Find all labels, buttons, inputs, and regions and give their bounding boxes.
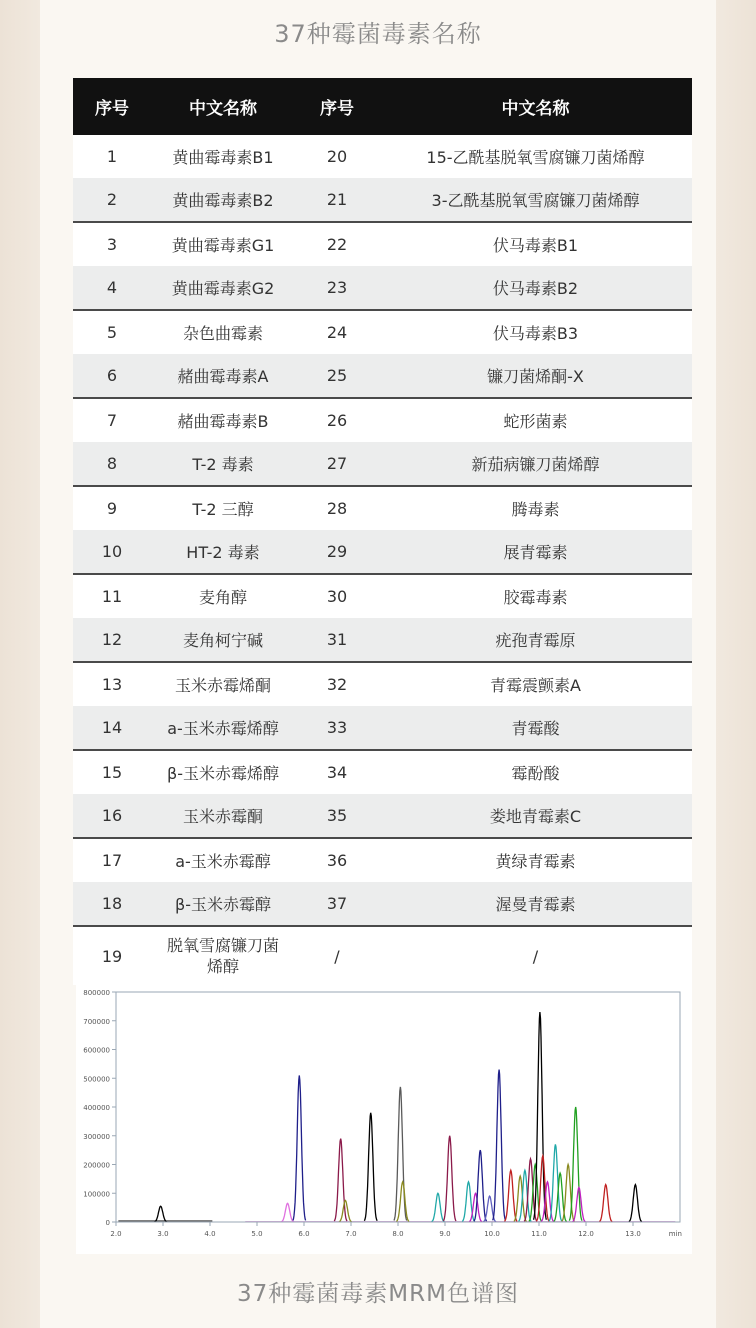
cell-name-2: 伏马毒素B2 — [379, 266, 692, 310]
table-row — [73, 838, 692, 882]
cell-index-2: / — [295, 926, 379, 985]
cell-index-1: 14 — [73, 706, 151, 750]
cell-index-1: 8 — [73, 442, 151, 486]
chromatogram-peak — [334, 1139, 347, 1222]
x-tick-label: 5.0 — [251, 1230, 263, 1238]
cell-index-1: 10 — [73, 530, 151, 574]
table-row — [73, 222, 692, 266]
chromatogram-peak — [443, 1136, 456, 1221]
cell-index-2: 30 — [295, 574, 379, 618]
header-index-2: 序号 — [295, 78, 379, 135]
cell-index-1: 6 — [73, 354, 151, 398]
table-row — [73, 135, 692, 178]
cell-index-1: 17 — [73, 838, 151, 882]
cell-index-1: 11 — [73, 574, 151, 618]
cell-name-2: 霉酚酸 — [379, 750, 692, 794]
table-row — [73, 530, 692, 574]
chromatogram-peak — [364, 1113, 377, 1221]
y-tick-label: 800000 — [83, 989, 110, 997]
cell-name-1: 麦角柯宁碱 — [151, 618, 295, 662]
cell-index-1: 19 — [73, 926, 151, 985]
chromatogram-peak — [493, 1070, 506, 1221]
cell-index-2: 24 — [295, 310, 379, 354]
table-row — [73, 178, 692, 222]
chromatogram-peak — [474, 1150, 487, 1221]
cell-index-2: 28 — [295, 486, 379, 530]
x-tick-label: 6.0 — [298, 1230, 310, 1238]
x-tick-label: 10.0 — [484, 1230, 500, 1238]
y-tick-label: 500000 — [83, 1075, 110, 1084]
cell-name-1: a-玉米赤霉醇 — [151, 838, 295, 882]
cell-index-2: 23 — [295, 266, 379, 310]
cell-name-2: 蛇形菌素 — [379, 398, 692, 442]
cell-index-2: 29 — [295, 530, 379, 574]
cell-name-2: 镰刀菌烯酮-X — [379, 354, 692, 398]
cell-index-1: 3 — [73, 222, 151, 266]
x-tick-label: 11.0 — [531, 1230, 547, 1238]
x-tick-label: 13.0 — [625, 1230, 641, 1238]
x-tick-label: 4.0 — [204, 1230, 216, 1238]
table-row — [73, 486, 692, 530]
table-row — [73, 398, 692, 442]
chromatogram-peak — [462, 1182, 475, 1222]
page-title: 37种霉菌毒素名称 — [274, 20, 482, 48]
cell-name-2: 娄地青霉素C — [379, 794, 692, 838]
chromatogram-peak — [549, 1144, 562, 1221]
cell-name-1: 赭曲霉毒素A — [151, 354, 295, 398]
cell-index-1: 5 — [73, 310, 151, 354]
cell-name-1: T-2 三醇 — [151, 486, 295, 530]
cell-name-2: 黄绿青霉素 — [379, 838, 692, 882]
cell-name-1: 玉米赤霉烯酮 — [151, 662, 295, 706]
cell-index-2: 21 — [295, 178, 379, 222]
y-tick-label: 300000 — [83, 1132, 110, 1141]
chromatogram-peak — [599, 1185, 612, 1222]
table-row — [73, 618, 692, 662]
table-row — [73, 706, 692, 750]
right-margin — [716, 0, 756, 1328]
cell-name-2: 渥曼青霉素 — [379, 882, 692, 926]
x-tick-label: 3.0 — [157, 1230, 169, 1238]
x-tick-label: 8.0 — [392, 1230, 404, 1238]
cell-index-2: 22 — [295, 222, 379, 266]
cell-name-2: 胶霉毒素 — [379, 574, 692, 618]
x-axis-unit-label: min — [668, 1230, 682, 1238]
chart-caption: 37种霉菌毒素MRM色谱图 — [237, 1281, 519, 1307]
cell-name-2: 展青霉素 — [379, 530, 692, 574]
header-name-2: 中文名称 — [379, 78, 692, 135]
y-tick-label: 400000 — [83, 1104, 110, 1112]
cell-index-2: 27 — [295, 442, 379, 486]
x-tick-label: 2.0 — [110, 1230, 122, 1238]
chromatogram-peak — [281, 1203, 294, 1222]
cell-name-2: 伏马毒素B3 — [379, 310, 692, 354]
chromatogram-svg — [76, 984, 692, 1254]
cell-index-1: 9 — [73, 486, 151, 530]
y-tick-label: 700000 — [83, 1017, 110, 1026]
cell-index-2: 26 — [295, 398, 379, 442]
cell-index-2: 33 — [295, 706, 379, 750]
table-row — [73, 750, 692, 794]
cell-name-2: / — [379, 926, 692, 985]
cell-index-2: 31 — [295, 618, 379, 662]
table-row — [73, 442, 692, 486]
cell-name-1: HT-2 毒素 — [151, 530, 295, 574]
table-row — [73, 662, 692, 706]
cell-name-2: 3-乙酰基脱氧雪腐镰刀菌烯醇 — [379, 178, 692, 222]
cell-name-1: 黄曲霉毒素G1 — [151, 222, 295, 266]
cell-name-2: 伏马毒素B1 — [379, 222, 692, 266]
left-margin — [0, 0, 40, 1328]
table-row — [73, 574, 692, 618]
table-row — [73, 926, 692, 985]
cell-name-1: β-玉米赤霉烯醇 — [151, 750, 295, 794]
cell-name-1: 玉米赤霉酮 — [151, 794, 295, 838]
cell-name-1: 杂色曲霉素 — [151, 310, 295, 354]
cell-index-2: 25 — [295, 354, 379, 398]
mycotoxin-table — [73, 78, 692, 985]
table-row — [73, 794, 692, 838]
y-tick-label: 0 — [105, 1219, 110, 1227]
cell-index-2: 36 — [295, 838, 379, 882]
cell-index-1: 1 — [73, 135, 151, 178]
y-tick-label: 600000 — [83, 1046, 110, 1055]
cell-name-1: 黄曲霉毒素B2 — [151, 178, 295, 222]
cell-index-2: 37 — [295, 882, 379, 926]
cell-index-1: 18 — [73, 882, 151, 926]
table-row — [73, 310, 692, 354]
table-header-row — [73, 78, 692, 135]
cell-name-2: 青霉震颤素A — [379, 662, 692, 706]
cell-index-1: 4 — [73, 266, 151, 310]
chromatogram-peak — [505, 1170, 518, 1221]
cell-index-1: 2 — [73, 178, 151, 222]
cell-name-1: 黄曲霉毒素B1 — [151, 135, 295, 178]
chromatogram-peak — [432, 1193, 445, 1221]
chromatogram-peak — [629, 1185, 642, 1222]
cell-index-1: 7 — [73, 398, 151, 442]
cell-name-2: 15-乙酰基脱氧雪腐镰刀菌烯醇 — [379, 135, 692, 178]
cell-index-2: 20 — [295, 135, 379, 178]
cell-name-2: 疣孢青霉原 — [379, 618, 692, 662]
cell-name-1: 麦角醇 — [151, 574, 295, 618]
table-row — [73, 882, 692, 926]
cell-name-2: 腾毒素 — [379, 486, 692, 530]
header-index-1: 序号 — [73, 78, 151, 135]
x-tick-label: 7.0 — [345, 1230, 357, 1238]
mrm-chromatogram — [76, 984, 692, 1254]
chromatogram-peak — [396, 1182, 409, 1222]
cell-index-1: 15 — [73, 750, 151, 794]
cell-index-2: 35 — [295, 794, 379, 838]
header-name-1: 中文名称 — [151, 78, 295, 135]
cell-index-2: 32 — [295, 662, 379, 706]
x-tick-label: 9.0 — [439, 1230, 451, 1238]
cell-name-1: β-玉米赤霉醇 — [151, 882, 295, 926]
cell-name-1: a-玉米赤霉烯醇 — [151, 706, 295, 750]
plot-frame — [116, 992, 680, 1222]
cell-index-1: 13 — [73, 662, 151, 706]
table-row — [73, 266, 692, 310]
y-tick-label: 100000 — [83, 1190, 110, 1199]
cell-name-1: 黄曲霉毒素G2 — [151, 266, 295, 310]
chromatogram-peak — [154, 1206, 167, 1222]
cell-name-1: T-2 毒素 — [151, 442, 295, 486]
cell-index-1: 12 — [73, 618, 151, 662]
table-row — [73, 354, 692, 398]
cell-name-2: 新茄病镰刀菌烯醇 — [379, 442, 692, 486]
cell-name-1: 赭曲霉毒素B — [151, 398, 295, 442]
cell-index-2: 34 — [295, 750, 379, 794]
cell-name-1: 脱氧雪腐镰刀菌烯醇 — [151, 926, 295, 985]
x-tick-label: 12.0 — [578, 1230, 594, 1238]
cell-name-2: 青霉酸 — [379, 706, 692, 750]
chromatogram-peak — [569, 1107, 582, 1221]
y-tick-label: 200000 — [83, 1161, 110, 1170]
chromatogram-peak — [293, 1075, 306, 1220]
cell-index-1: 16 — [73, 794, 151, 838]
